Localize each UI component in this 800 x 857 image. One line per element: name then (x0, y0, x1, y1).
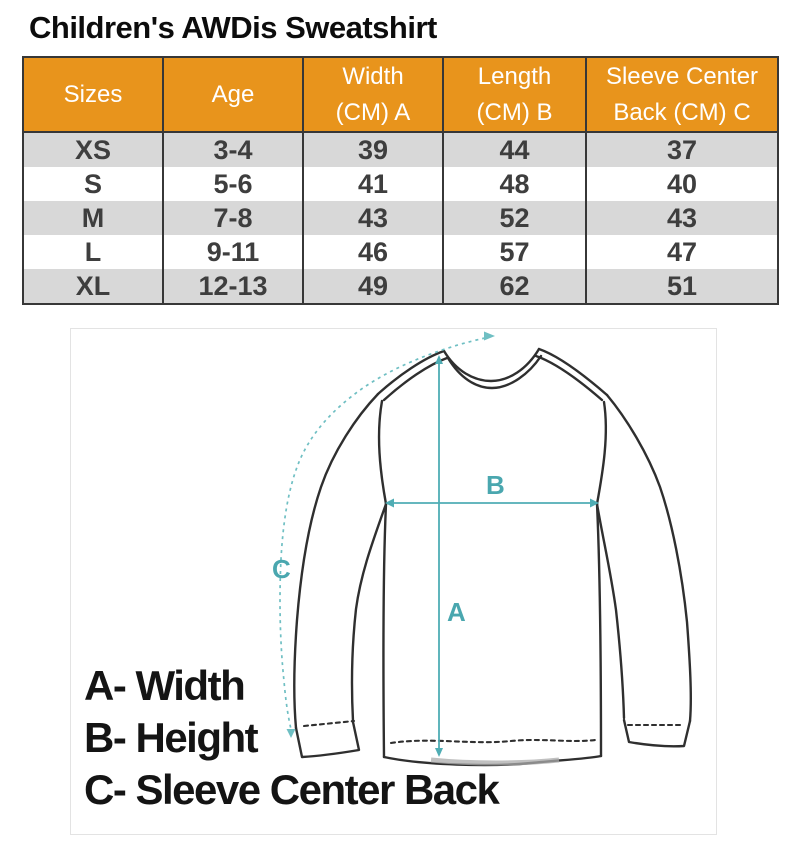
measurement-legend (84, 660, 498, 816)
legend-item-b: B- Height (84, 714, 258, 761)
table-row (23, 132, 778, 167)
col-header-width (303, 57, 443, 132)
right-sleeve-outer-line (607, 395, 691, 721)
header-line: Sizes (63, 80, 123, 108)
length-cell: 44 (443, 132, 586, 167)
table-row (23, 201, 778, 235)
age-cell: 12-13 (163, 269, 303, 304)
right-shoulder-line (539, 349, 607, 395)
legend-item-a: A- Width (84, 662, 245, 709)
sleeve-cell: 40 (586, 167, 778, 201)
age-cell: 5-6 (163, 167, 303, 201)
header-line: (CM) A (335, 98, 411, 126)
header-line: Back (CM) C (613, 98, 751, 126)
label-a: A (447, 597, 466, 627)
sleeve-cell: 51 (586, 269, 778, 304)
right-armhole-line (597, 402, 606, 504)
sleeve-cell: 43 (586, 201, 778, 235)
length-cell: 52 (443, 201, 586, 235)
legend-item-c: C- Sleeve Center Back (84, 766, 499, 813)
length-cell: 48 (443, 167, 586, 201)
table-row (23, 167, 778, 201)
size-cell: S (23, 167, 163, 201)
age-cell: 7-8 (163, 201, 303, 235)
size-cell: L (23, 235, 163, 269)
arrow-right-icon (484, 332, 495, 341)
header-line: Length (477, 62, 552, 90)
right-seam-line (536, 356, 602, 400)
table-body (23, 132, 778, 304)
size-cell: XS (23, 132, 163, 167)
size-chart-table (22, 56, 779, 305)
left-armhole-line (379, 401, 386, 504)
size-cell: M (23, 201, 163, 235)
header-line: Age (211, 80, 255, 108)
header-row (23, 57, 778, 132)
table-row (23, 235, 778, 269)
width-cell: 43 (303, 201, 443, 235)
header-line: Sleeve Center (605, 62, 759, 90)
col-header-sleeve (586, 57, 778, 132)
sleeve-cell: 47 (586, 235, 778, 269)
header-line: (CM) B (476, 98, 553, 126)
width-cell: 49 (303, 269, 443, 304)
page-title: Children's AWDis Sweatshirt (29, 10, 437, 45)
width-cell: 39 (303, 132, 443, 167)
collar-outer-line (444, 349, 539, 381)
width-cell: 46 (303, 235, 443, 269)
label-b: B (486, 470, 505, 500)
label-c: C (272, 554, 291, 584)
col-header-length (443, 57, 586, 132)
age-cell: 9-11 (163, 235, 303, 269)
length-cell: 62 (443, 269, 586, 304)
left-shoulder-line (378, 351, 444, 394)
length-cell: 57 (443, 235, 586, 269)
right-cuff-outline (624, 720, 690, 746)
body-right-line (597, 504, 601, 756)
table-header (23, 57, 778, 132)
table-row (23, 269, 778, 304)
width-cell: 41 (303, 167, 443, 201)
size-cell: XL (23, 269, 163, 304)
measurement-b (385, 470, 599, 508)
sleeve-cell: 37 (586, 132, 778, 167)
header-line: Width (342, 62, 404, 90)
col-header-sizes (23, 57, 163, 132)
col-header-age (163, 57, 303, 132)
age-cell: 3-4 (163, 132, 303, 167)
